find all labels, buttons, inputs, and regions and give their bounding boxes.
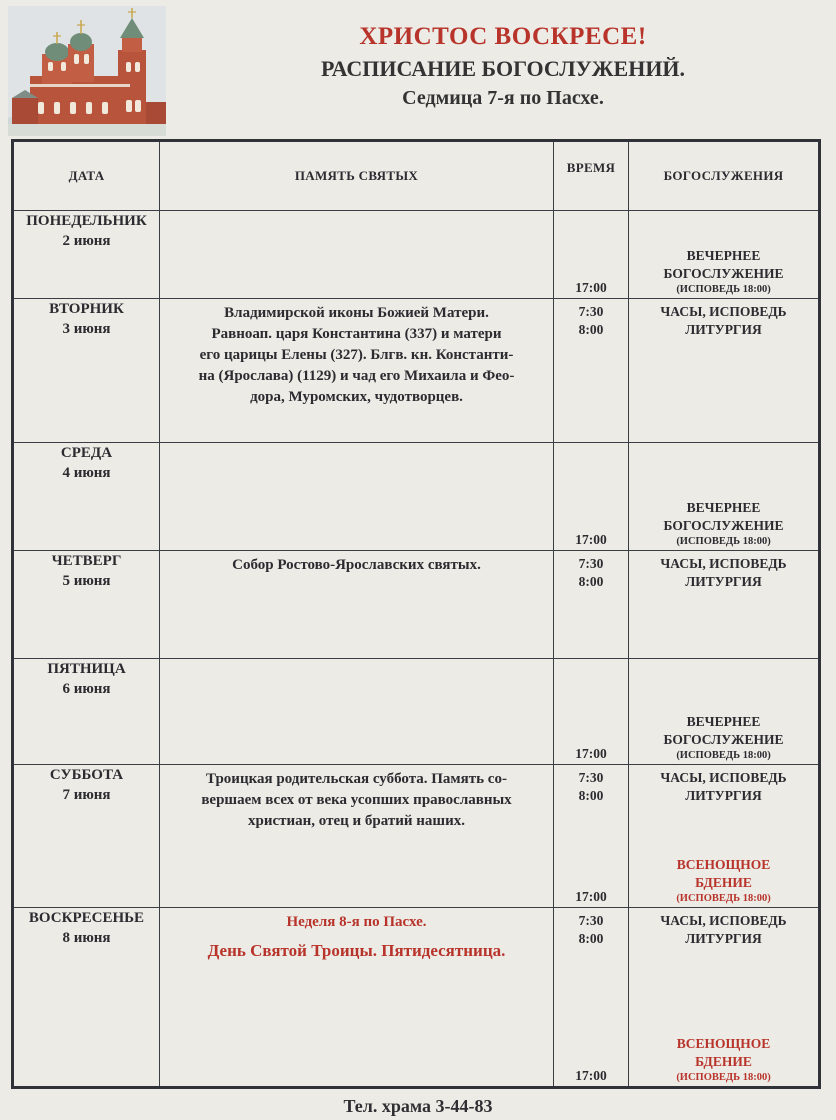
day-date: 7 июня bbox=[62, 787, 111, 803]
memory-line: его царицы Елены (327). Блгв. кн. Константи- bbox=[199, 347, 514, 363]
evening-service-line: ВЕЧЕРНЕЕ bbox=[686, 500, 761, 515]
day-name: ВОСКРЕСЕНЬЕ bbox=[28, 910, 145, 926]
memory-cell bbox=[160, 551, 554, 659]
day-cell bbox=[13, 765, 160, 908]
memory-cell bbox=[160, 299, 554, 443]
evening-service-line: БОГОСЛУЖЕНИЕ bbox=[663, 732, 784, 747]
evening-service-line: ВЕЧЕРНЕЕ bbox=[686, 248, 761, 263]
time-value: 8:00 bbox=[578, 788, 604, 803]
time-value: 7:30 bbox=[578, 556, 604, 571]
services-cell bbox=[629, 908, 820, 1088]
confession-note: (ИСПОВЕДЬ 18:00) bbox=[676, 536, 771, 547]
header-row bbox=[13, 141, 820, 211]
memory-cell bbox=[160, 659, 554, 765]
table-row bbox=[13, 908, 820, 1088]
day-name: ПОНЕДЕЛЬНИК bbox=[26, 213, 147, 229]
day-date: 5 июня bbox=[62, 573, 111, 589]
evening-service bbox=[629, 247, 818, 296]
time-value: 8:00 bbox=[578, 574, 604, 589]
memory-cell bbox=[160, 211, 554, 299]
services-cell bbox=[629, 299, 820, 443]
schedule-table bbox=[11, 139, 821, 1089]
memory-cell bbox=[160, 765, 554, 908]
day-name: СРЕДА bbox=[60, 445, 113, 461]
table-row bbox=[13, 211, 820, 299]
evening-service bbox=[629, 713, 818, 762]
confession-note: (ИСПОВЕДЬ 18:00) bbox=[676, 284, 771, 295]
evening-service-line: БДЕНИЕ bbox=[695, 875, 752, 890]
time-cell bbox=[554, 908, 629, 1088]
time-cell bbox=[554, 299, 629, 443]
table-row bbox=[13, 659, 820, 765]
evening-service-line: ВСЕНОЩНОЕ bbox=[676, 1036, 771, 1051]
column-header-date: ДАТА bbox=[13, 141, 160, 211]
column-header-time: ВРЕМЯ bbox=[554, 141, 629, 211]
evening-service-line: БОГОСЛУЖЕНИЕ bbox=[663, 518, 784, 533]
evening-service-line: ВСЕНОЩНОЕ bbox=[676, 857, 771, 872]
time-value: 7:30 bbox=[578, 770, 604, 785]
memory-line: христиан, отец и братий наших. bbox=[248, 813, 465, 829]
service-name: ЧАСЫ, ИСПОВЕДЬ bbox=[660, 913, 787, 928]
service-name: ЧАСЫ, ИСПОВЕДЬ bbox=[660, 556, 787, 571]
table-row bbox=[13, 299, 820, 443]
church-icon bbox=[8, 6, 166, 136]
memory-line: вершаем всех от века усопших православных bbox=[201, 792, 512, 808]
day-date: 4 июня bbox=[62, 465, 111, 481]
memory-line: Собор Ростово-Ярославских святых. bbox=[232, 557, 481, 573]
time-cell bbox=[554, 551, 629, 659]
services-cell bbox=[629, 443, 820, 551]
day-date: 2 июня bbox=[62, 233, 111, 249]
memory-line: на (Ярослава) (1129) и чад его Михаила и Фео- bbox=[198, 368, 515, 384]
table-row bbox=[13, 765, 820, 908]
day-name: ПЯТНИЦА bbox=[47, 661, 126, 677]
memory-line: Неделя 8-я по Пасхе. bbox=[286, 914, 427, 930]
service-name: ЛИТУРГИЯ bbox=[685, 322, 762, 337]
schedule-title: РАСПИСАНИЕ БОГОСЛУЖЕНИЙ. bbox=[320, 56, 686, 81]
evening-time: 17:00 bbox=[575, 532, 607, 547]
confession-note: (ИСПОВЕДЬ 18:00) bbox=[676, 1072, 771, 1083]
evening-service bbox=[629, 1035, 818, 1084]
memory-line: Владимирской иконы Божией Матери. bbox=[224, 305, 489, 321]
day-cell bbox=[13, 211, 160, 299]
evening-service-line: БОГОСЛУЖЕНИЕ bbox=[663, 266, 784, 281]
services-cell bbox=[629, 765, 820, 908]
memory-cell bbox=[160, 443, 554, 551]
memory-line: День Святой Троицы. Пятидесятница. bbox=[207, 941, 506, 960]
day-date: 6 июня bbox=[62, 681, 111, 697]
day-cell bbox=[13, 551, 160, 659]
time-cell bbox=[554, 659, 629, 765]
memory-line: Равноап. царя Константина (337) и матери bbox=[211, 326, 502, 342]
evening-time: 17:00 bbox=[575, 1068, 607, 1083]
time-cell bbox=[554, 765, 629, 908]
time-cell bbox=[554, 211, 629, 299]
day-name: ВТОРНИК bbox=[49, 301, 124, 317]
confession-note: (ИСПОВЕДЬ 18:00) bbox=[676, 893, 771, 904]
evening-service bbox=[629, 499, 818, 548]
confession-note: (ИСПОВЕДЬ 18:00) bbox=[676, 750, 771, 761]
day-name: СУББОТА bbox=[49, 767, 124, 783]
service-name: ЛИТУРГИЯ bbox=[685, 574, 762, 589]
services-cell bbox=[629, 659, 820, 765]
day-cell bbox=[13, 443, 160, 551]
services-cell bbox=[629, 211, 820, 299]
greeting-title: ХРИСТОС ВОСКРЕСЕ! bbox=[359, 23, 647, 50]
day-name: ЧЕТВЕРГ bbox=[51, 553, 122, 569]
evening-time: 17:00 bbox=[575, 280, 607, 295]
time-value: 7:30 bbox=[578, 913, 604, 928]
column-header-memory: ПАМЯТЬ СВЯТЫХ bbox=[160, 141, 554, 211]
day-cell bbox=[13, 908, 160, 1088]
evening-service-line: ВЕЧЕРНЕЕ bbox=[686, 714, 761, 729]
evening-time: 17:00 bbox=[575, 889, 607, 904]
evening-service-line: БДЕНИЕ bbox=[695, 1054, 752, 1069]
service-name: ЧАСЫ, ИСПОВЕДЬ bbox=[660, 770, 787, 785]
day-date: 8 июня bbox=[62, 930, 111, 946]
week-subtitle: Седмица 7-я по Пасхе. bbox=[402, 87, 604, 109]
table-row bbox=[13, 443, 820, 551]
services-cell bbox=[629, 551, 820, 659]
memory-cell bbox=[160, 908, 554, 1088]
day-date: 3 июня bbox=[62, 321, 111, 337]
time-value: 8:00 bbox=[578, 931, 604, 946]
evening-time: 17:00 bbox=[575, 746, 607, 761]
memory-line: дора, Муромских, чудотворцев. bbox=[250, 389, 463, 405]
service-name: ЛИТУРГИЯ bbox=[685, 788, 762, 803]
time-cell bbox=[554, 443, 629, 551]
service-name: ЛИТУРГИЯ bbox=[685, 931, 762, 946]
column-header-services: БОГОСЛУЖЕНИЯ bbox=[629, 141, 820, 211]
time-value: 7:30 bbox=[578, 304, 604, 319]
service-name: ЧАСЫ, ИСПОВЕДЬ bbox=[660, 304, 787, 319]
day-cell bbox=[13, 299, 160, 443]
table-row bbox=[13, 551, 820, 659]
time-value: 8:00 bbox=[578, 322, 604, 337]
memory-line: Троицкая родительская суббота. Память со- bbox=[206, 771, 507, 787]
day-cell bbox=[13, 659, 160, 765]
phone-footer: Тел. храма 3-44-83 bbox=[343, 1096, 493, 1116]
page-header bbox=[170, 22, 836, 111]
evening-service bbox=[629, 856, 818, 905]
